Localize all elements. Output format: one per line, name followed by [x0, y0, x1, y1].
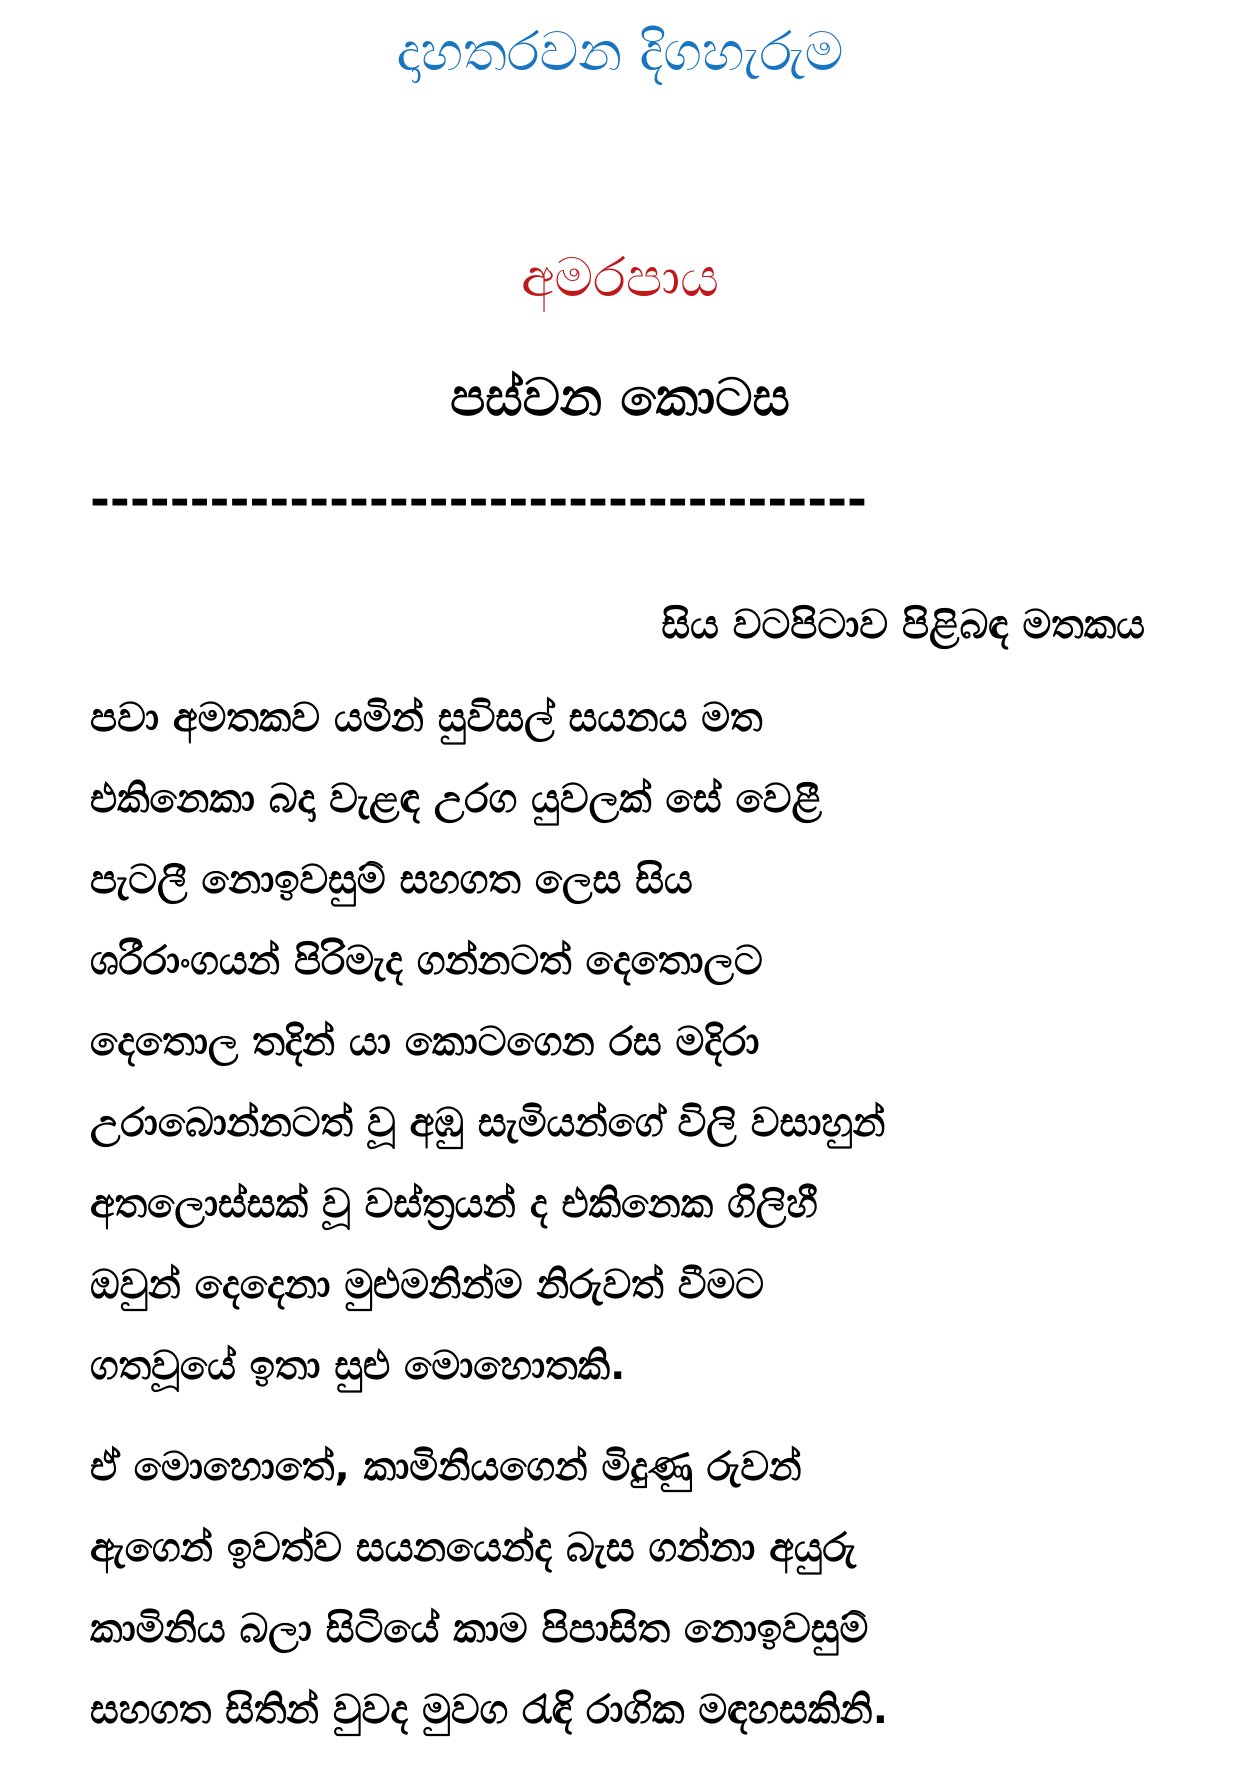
text-line: පැටලී නොඉවසුම් සහගත ලෙස සිය: [90, 857, 693, 903]
text-line: අතලොස්සක් වූ වස්ත්‍රයන් ද එකිනෙක ගිලිහී: [90, 1181, 818, 1227]
text-line: එකිනෙකා බදා වැළඳ උරග යුවලක් සේ වෙළී: [90, 776, 822, 822]
text-line: උරාබොන්නටත් වූ අඹු සැමියන්ගේ විලි වසාහුන්: [90, 1100, 886, 1146]
text-line: දෙතොල තදින් යා කොටගෙන රස මදිරා: [90, 1019, 760, 1065]
section-heading: සිය වටපිටාව පිළිබඳ මතකය: [661, 602, 1145, 648]
dashed-divider: ---------------------------------------: [90, 472, 867, 528]
series-title: දාහතරවන දිගහැරුම: [396, 20, 844, 83]
chapter-title: පස්වන කොටස: [450, 368, 790, 428]
text-line: සහගත සිතින් වුවද මුවග රැඳි රාගික මඳහසකිනි.: [90, 1687, 888, 1733]
text-line: පවා අමතකව යමින් සුවිසල් සයනය මත: [90, 695, 763, 741]
text-line: ඇගෙන් ඉවත්ව සයනයෙන්ද බැස ගන්නා අයුරු: [90, 1525, 857, 1571]
text-line: ගතවූයේ ඉතා සුළු මොහොතකි.: [90, 1343, 626, 1389]
text-line: ශරීරාංගයන් පිරිමැද ගන්නටත් දෙතොලට: [90, 938, 763, 984]
story-body: [90, 678, 1150, 1771]
paragraph: [90, 1427, 1150, 1751]
text-line: ඔවුන් දෙදෙනා මුළුමනින්ම නිරුවත් වීමට: [90, 1262, 764, 1308]
text-line: කාමිනිය බලා සිටියේ කාම පිපාසිත නොඉවසුම්: [90, 1606, 869, 1652]
text-line: ඒ මොහොතේ, කාමිනියගෙන් මිදුණු රුවන්: [90, 1444, 802, 1490]
paragraph: [90, 678, 1150, 1407]
story-title: අමරපාය: [521, 246, 719, 309]
